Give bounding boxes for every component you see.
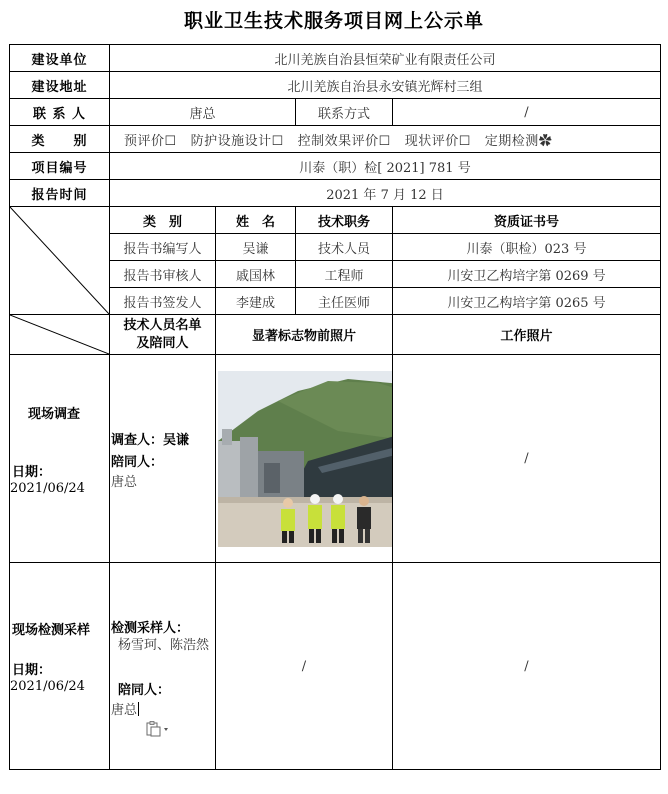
staff-name: 戚国林	[216, 261, 296, 288]
company-label: 建设单位	[10, 45, 110, 72]
staff-cert: 川安卫乙构培字第 0269 号	[393, 261, 661, 288]
survey-date-value: 2021/06/24	[10, 481, 85, 496]
work-photo-header: 工作照片	[393, 315, 661, 355]
staff-title: 主任医师	[296, 288, 393, 315]
staff-name: 李建成	[216, 288, 296, 315]
address-row	[10, 72, 661, 99]
survey-people-cell	[110, 355, 216, 563]
category-pre-assessment[interactable]: 预评价☐	[124, 133, 177, 149]
people-header	[110, 315, 216, 355]
notice-table	[9, 44, 661, 770]
staff-role: 报告书审核人	[110, 261, 216, 288]
survey-sign-photo-cell	[216, 355, 393, 563]
survey-investigator: 调查人：吴谦	[111, 433, 190, 448]
survey-row	[10, 355, 661, 563]
company-value: 北川羌族自治县恒荣矿业有限责任公司	[110, 45, 661, 72]
category-row	[10, 126, 661, 153]
sampling-sampler-value: 杨雪珂、陈浩然	[118, 638, 210, 653]
project-no-value: 川泰（职）检[ 2021] 781 号	[110, 153, 661, 180]
category-protection-design[interactable]: 防护设施设计☐	[190, 133, 284, 149]
sampling-people-cell	[110, 563, 216, 770]
staff-title: 工程师	[296, 261, 393, 288]
contact-label: 联 系 人	[10, 99, 110, 126]
photos-header-row	[10, 315, 661, 355]
site-photo	[218, 371, 393, 547]
sampling-row	[10, 563, 661, 770]
staff-header-row	[10, 207, 661, 234]
survey-date-label: 日期：	[12, 465, 52, 480]
staff-header-cert: 资质证书号	[393, 207, 661, 234]
staff-name: 吴谦	[216, 234, 296, 261]
category-periodic-detection[interactable]: 定期检测✿	[484, 133, 553, 149]
category-label: 类 别	[10, 126, 110, 153]
sampling-date-value: 2021/06/24	[10, 679, 85, 694]
clipboard-icon	[146, 721, 172, 737]
project-no-row	[10, 153, 661, 180]
paste-options-button[interactable]	[146, 721, 172, 741]
sampling-label: 现场检测采样	[12, 623, 91, 638]
survey-companion-value: 唐总	[111, 475, 138, 490]
staff-header-title: 技术职务	[296, 207, 393, 234]
company-row	[10, 45, 661, 72]
survey-companion-label: 陪同人：	[111, 455, 164, 470]
diagonal-line-icon	[10, 315, 109, 354]
sign-photo-header: 显著标志物前照片	[216, 315, 393, 355]
sampling-sampler-label: 检测采样人：	[111, 621, 190, 636]
sampling-sign-photo-value: /	[216, 563, 393, 770]
staff-header-category: 类 别	[110, 207, 216, 234]
address-value: 北川羌族自治县永安镇光辉村三组	[110, 72, 661, 99]
category-status-assessment[interactable]: 现状评价☐	[404, 133, 471, 149]
staff-cert: 川安卫乙构培字第 0265 号	[393, 288, 661, 315]
staff-diagonal-cell	[10, 207, 110, 315]
contact-value: 唐总	[110, 99, 296, 126]
sampling-companion-value: 唐总	[111, 703, 138, 718]
sampling-date-label: 日期：	[12, 663, 52, 678]
survey-work-photo-value: /	[393, 355, 661, 563]
report-time-value: 2021 年 7 月 12 日	[110, 180, 661, 207]
contact-method-value: /	[393, 99, 661, 126]
survey-label-cell	[10, 355, 110, 563]
sampling-label-cell	[10, 563, 110, 770]
contact-method-label: 联系方式	[296, 99, 393, 126]
address-label: 建设地址	[10, 72, 110, 99]
staff-title: 技术人员	[296, 234, 393, 261]
report-time-label: 报告时间	[10, 180, 110, 207]
photos-diagonal-cell	[10, 315, 110, 355]
contact-row	[10, 99, 661, 126]
site-photo-image	[218, 371, 393, 547]
category-options	[110, 126, 661, 153]
staff-role: 报告书编写人	[110, 234, 216, 261]
staff-header-name: 姓 名	[216, 207, 296, 234]
staff-cert: 川泰（职检）023 号	[393, 234, 661, 261]
page-title: 职业卫生技术服务项目网上公示单	[183, 10, 484, 32]
project-no-label: 项目编号	[10, 153, 110, 180]
staff-role: 报告书签发人	[110, 288, 216, 315]
report-time-row	[10, 180, 661, 207]
sampling-work-photo-value: /	[393, 563, 661, 770]
people-header-line1: 技术人员名单	[123, 317, 202, 333]
people-header-line2: 及陪同人	[136, 335, 189, 351]
category-control-effect[interactable]: 控制效果评价☐	[297, 133, 391, 149]
sampling-companion-label: 陪同人：	[118, 683, 171, 698]
diagonal-line-icon	[10, 207, 109, 314]
text-cursor	[138, 702, 139, 716]
survey-label: 现场调查	[28, 407, 81, 422]
